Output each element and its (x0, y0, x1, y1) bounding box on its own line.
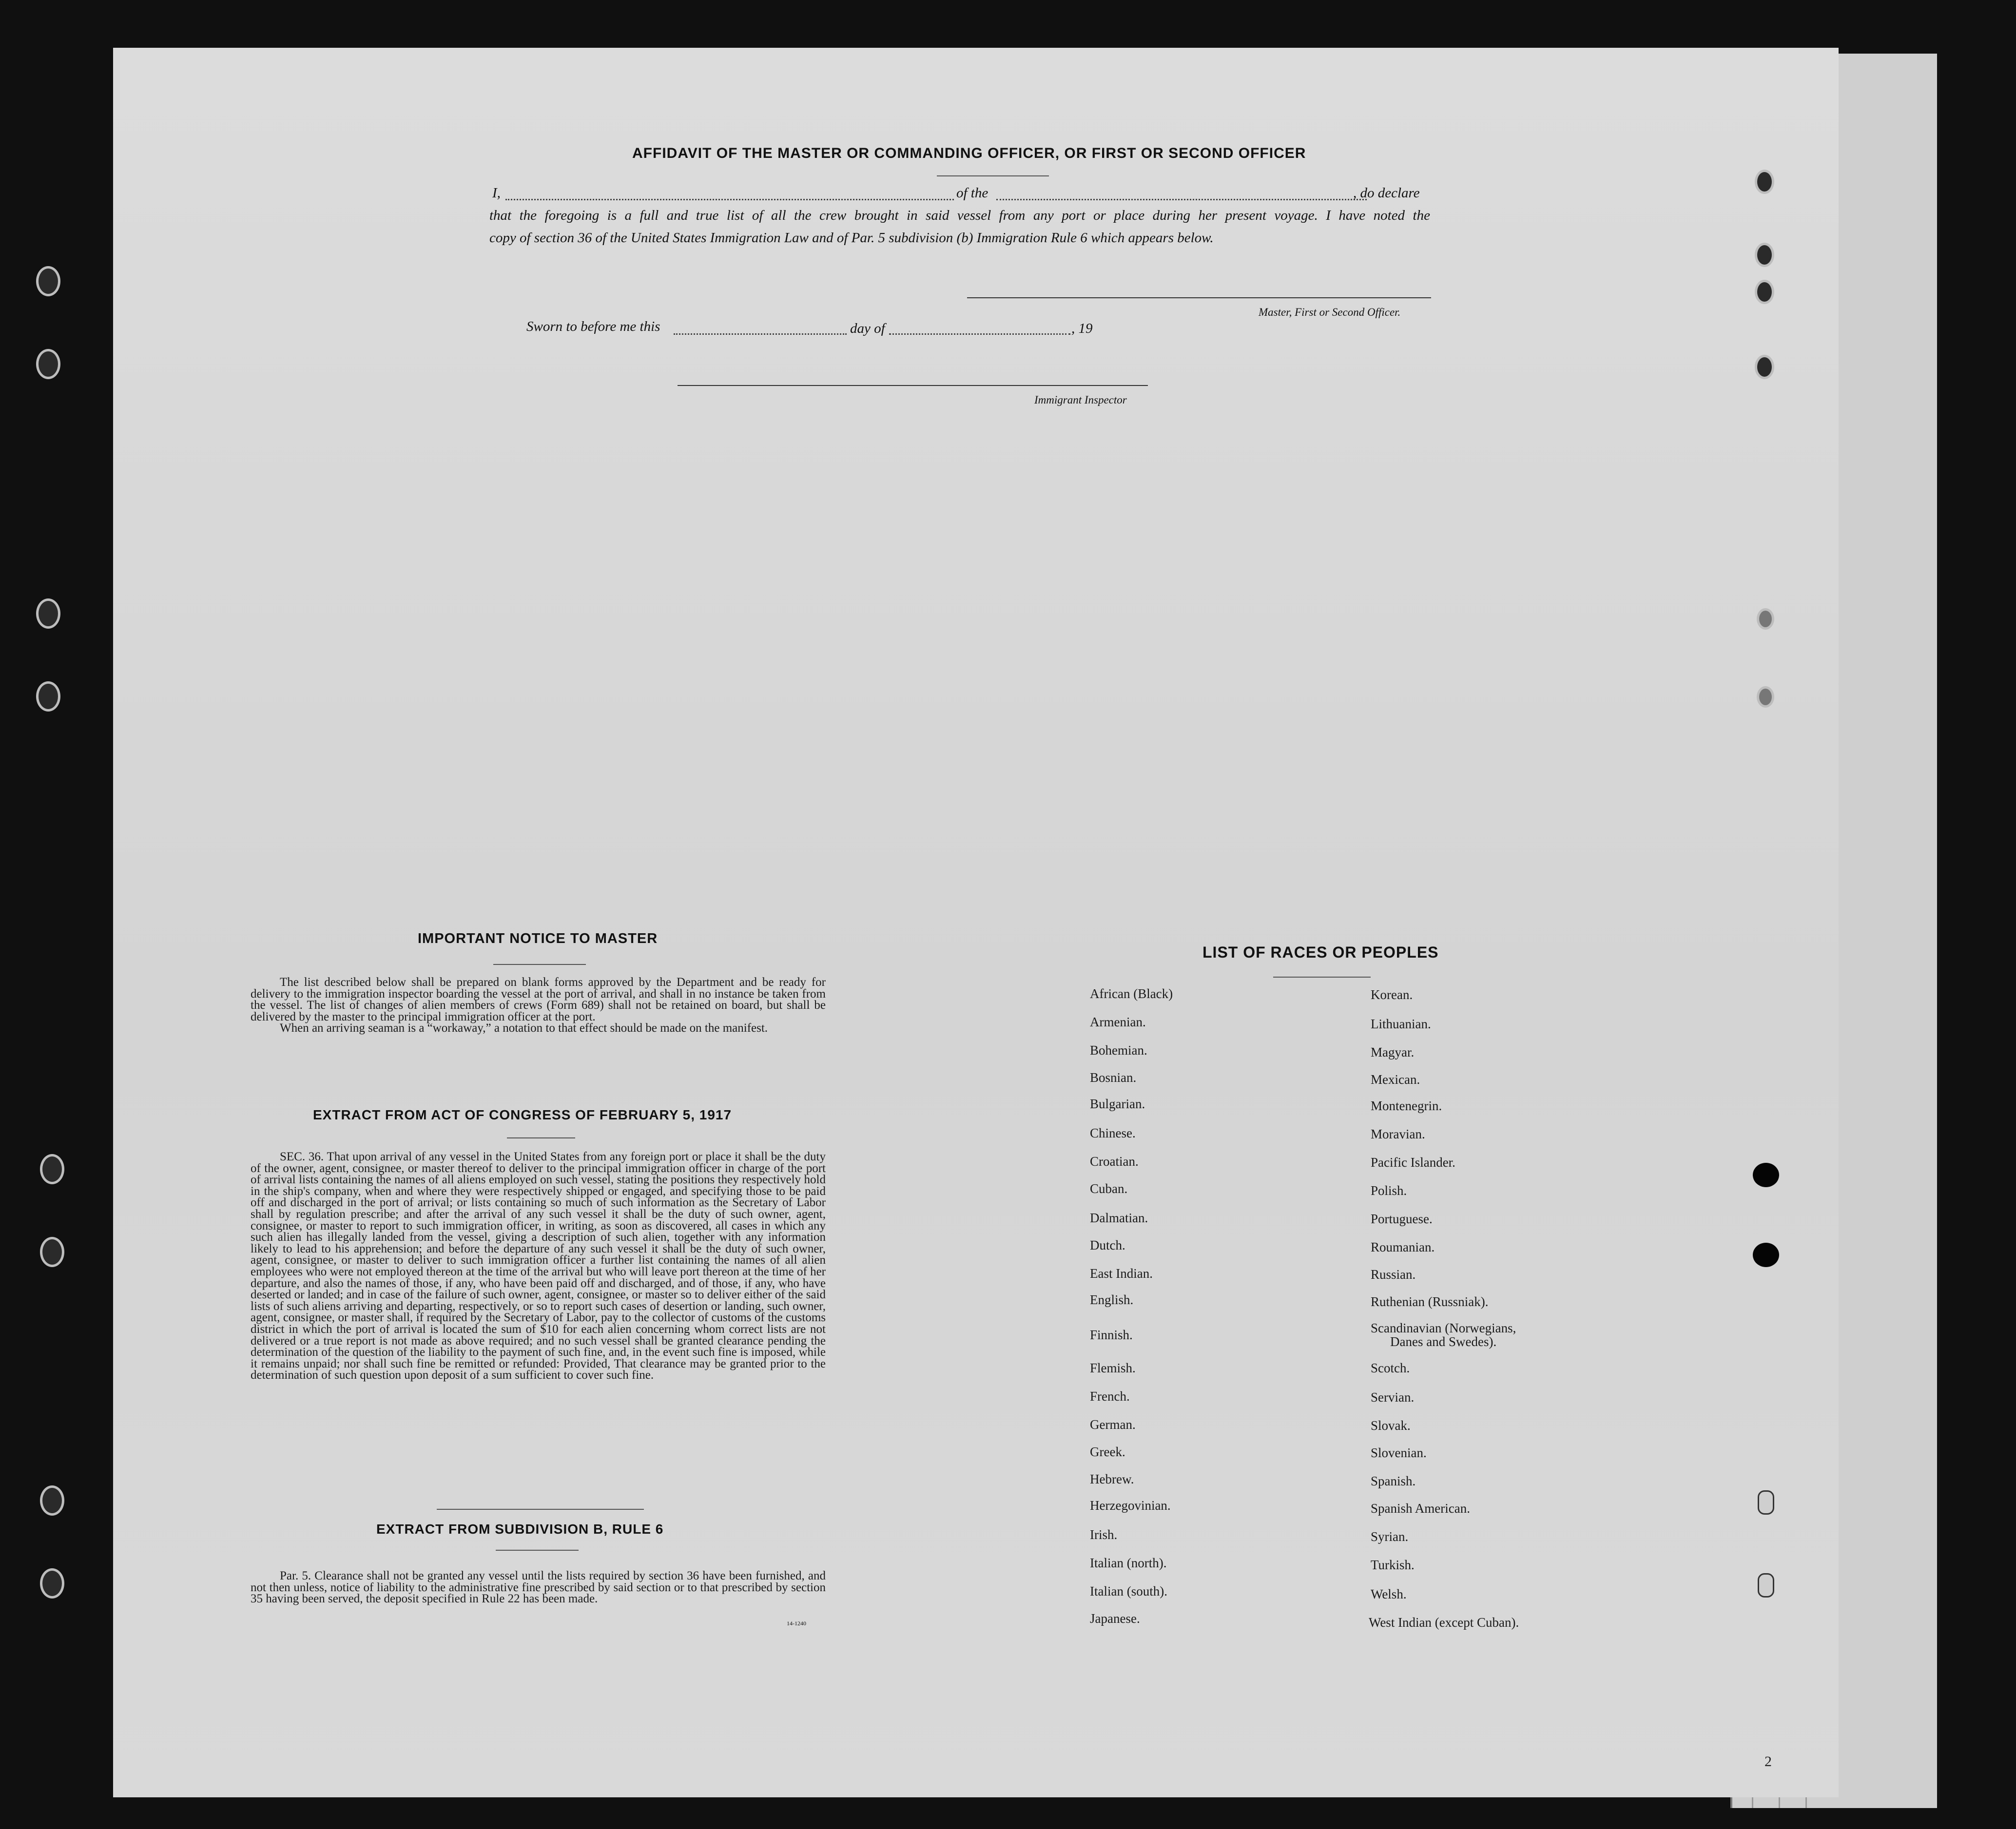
punch-hole (1753, 1163, 1779, 1187)
punch-hole (40, 1237, 64, 1267)
race-left-item: Chinese. (1090, 1126, 1136, 1140)
punch-hole (1755, 243, 1774, 267)
race-right-item: Magyar. (1371, 1045, 1415, 1059)
day-of-label: day of (850, 321, 885, 336)
punch-hole (40, 1485, 64, 1516)
notice-paragraph-2: When an arriving seaman is a “workaway,” a notation to that effect should be made on the manifest. (280, 1021, 768, 1035)
punch-hole (36, 598, 60, 629)
race-left-item: German. (1090, 1417, 1136, 1432)
extract-act-title: EXTRACT FROM ACT OF CONGRESS OF FEBRUARY 5, 1917 (313, 1107, 732, 1122)
race-left-item: Irish. (1090, 1527, 1118, 1542)
vessel-label: of the (956, 185, 989, 201)
race-left-item: Flemish. (1090, 1361, 1136, 1375)
race-right-item: Portuguese. (1371, 1212, 1433, 1226)
extract-rule-text: Par. 5. Clearance shall not be granted any vessel until the lists required by section 36 have been furnished, and not then unless, notice of liability to the administrative fine prescribed by said section or to that prescribed by section 35 having been served, the deposit specified in Rule 22 has been made. (251, 1569, 826, 1606)
race-left-item: French. (1090, 1389, 1130, 1404)
race-right-item: Slovak. (1371, 1418, 1411, 1433)
race-right-item: Russian. (1371, 1267, 1416, 1282)
inspector-caption: Immigrant Inspector (1034, 394, 1127, 406)
race-left-item: Herzegovinian. (1090, 1498, 1171, 1513)
divider (437, 1509, 644, 1510)
race-left-item: English. (1090, 1292, 1134, 1307)
race-right-item: Pacific Islander. (1371, 1155, 1455, 1170)
race-left-item: Bohemian. (1090, 1043, 1147, 1058)
race-right-item: Montenegrin. (1371, 1098, 1442, 1113)
race-right-item: Spanish American. (1371, 1501, 1470, 1516)
race-left-item: Italian (north). (1090, 1556, 1167, 1570)
race-right-item: Moravian. (1371, 1127, 1425, 1141)
extract-act-text: SEC. 36. That upon arrival of any vessel in the United States from any foreign port or place it shall be the duty of the owner, agent, consignee, or master thereof to deliver to the principal immigration officer in charge of the port of arrival lists containing the names of all aliens employed on such vessel, stating the positions they respectively hold in the ship's company, when and where they were respectively shipped or engaged, and specifying those to be paid off and discharged in the port of arrival; or lists containing so much of such information as the Secretary of Labor shall by regulation prescribe; and after the arrival of any such vessel it shall be the duty of such owner, agent, consignee, or master to report to such immigration officer, in writing, as soon as discovered, all cases in which any such alien has illegally landed from the vessel, giving a description of such alien, together with any information likely to lead to his apprehension; and before the departure of any such vessel it shall be the duty of such owner, agent, consignee, or master to deliver to such immigration officer a further list containing the names of all alien employees who were not employed thereon at the time of the arrival but who will leave port thereon at the time of her departure, and also the names of those, if any, who have been paid off and discharged, and of those, if any, who have deserted or landed; and in case of the failure of such owner, agent, consignee, or master so to deliver either of the said lists of such aliens arriving and departing, respectively, or so to report such cases of desertion or landing, such owner, agent, consignee, or master shall, if required by the Secretary of Labor, pay to the collector of customs of the customs district in which the port of arrival is located the sum of $10 for each alien concerning whom correct lists are not delivered or a true report is not made as above required; and no such vessel shall be granted clearance pending the determination of the question of the liability to the payment of such fine, and, in the event such fine is imposed, while it remains unpaid; nor shall such fine be remitted or refunded: Provided, That clearance may be granted prior to the determination of such question upon deposit of a sum sufficient to cover such fine. (251, 1150, 826, 1382)
punch-hole (36, 266, 60, 296)
race-left-item: African (Black) (1090, 986, 1173, 1001)
punch-hole (36, 349, 60, 379)
race-right-item: Welsh. (1371, 1587, 1407, 1601)
margin-mark: 2 (1764, 1753, 1772, 1770)
race-right-item: Servian. (1371, 1390, 1415, 1405)
race-left-item: Hebrew. (1090, 1472, 1134, 1486)
race-right-item: Slovenian. (1371, 1445, 1427, 1460)
race-left-item: Japanese. (1090, 1611, 1140, 1626)
race-right-item: Scandinavian (Norwegians, (1371, 1321, 1516, 1335)
races-title: LIST OF RACES OR PEOPLES (1202, 943, 1439, 961)
officer-signature-line (967, 297, 1431, 298)
sworn-day-line (674, 333, 847, 335)
divider (493, 964, 586, 965)
affidavit-title: AFFIDAVIT OF THE MASTER OR COMMANDING OFFICER, OR FIRST OR SECOND OFFICER (632, 145, 1306, 161)
sworn-label: Sworn to before me this (526, 319, 660, 334)
race-left-item: Finnish. (1090, 1328, 1133, 1342)
race-right-item: Spanish. (1371, 1474, 1416, 1488)
race-right-item: Turkish. (1371, 1558, 1415, 1572)
punch-hole (40, 1154, 64, 1184)
race-left-item: Greek. (1090, 1444, 1125, 1459)
race-left-item: East Indian. (1090, 1266, 1153, 1281)
race-right-item-continued: Danes and Swedes). (1390, 1334, 1497, 1349)
race-left-item: Armenian. (1090, 1015, 1146, 1029)
year-label: , 19 (1071, 321, 1093, 336)
divider (1273, 977, 1371, 978)
race-left-item: Bulgarian. (1090, 1097, 1145, 1111)
vessel-name-line (996, 199, 1367, 200)
race-left-item: Italian (south). (1090, 1584, 1167, 1598)
punch-hole (1753, 1243, 1779, 1267)
punch-hole (40, 1568, 64, 1598)
race-right-item: Lithuanian. (1371, 1017, 1431, 1031)
punch-hole (36, 681, 60, 712)
race-right-item: Korean. (1371, 987, 1413, 1002)
race-right-item: Polish. (1371, 1183, 1407, 1198)
race-right-item: Ruthenian (Russniak). (1371, 1294, 1489, 1309)
form-number: 14-1240 (787, 1620, 806, 1627)
binding-ring (1758, 1490, 1774, 1515)
extract-rule-title: EXTRACT FROM SUBDIVISION B, RULE 6 (376, 1521, 664, 1537)
race-left-item: Croatian. (1090, 1154, 1139, 1169)
punch-hole (1755, 170, 1774, 194)
race-left-item: Dalmatian. (1090, 1211, 1148, 1225)
punch-hole (1755, 355, 1774, 379)
punch-hole (1757, 686, 1774, 708)
divider (496, 1550, 579, 1551)
inspector-signature-line (678, 385, 1148, 386)
race-left-item: Dutch. (1090, 1238, 1125, 1252)
race-right-item: Mexican. (1371, 1072, 1420, 1087)
race-right-item: Roumanian. (1371, 1240, 1435, 1254)
affidavit-line-3: copy of section 36 of the United States Immigration Law and of Par. 5 subdivision (b) Immigration Rule 6 which appears below. (489, 230, 1214, 246)
race-right-item: West Indian (except Cuban). (1369, 1615, 1519, 1630)
race-left-item: Bosnian. (1090, 1070, 1137, 1085)
officer-caption: Master, First or Second Officer. (1259, 306, 1401, 318)
notice-title: IMPORTANT NOTICE TO MASTER (418, 931, 658, 946)
binding-ring (1758, 1573, 1774, 1598)
affiant-label: I, (492, 185, 501, 201)
sworn-month-line (889, 333, 1070, 335)
race-left-item: Cuban. (1090, 1181, 1128, 1196)
affiant-name-line (505, 199, 954, 200)
affidavit-line-2: that the foregoing is a full and true list of all the crew brought in said vessel from any port or place during her present voyage. I have noted the (489, 208, 1430, 223)
punch-hole (1755, 280, 1774, 304)
divider (937, 175, 1049, 176)
divider (507, 1137, 575, 1138)
punch-hole (1757, 608, 1774, 630)
notice-paragraph-1: The list described below shall be prepared on blank forms approved by the Department and be ready for delivery to the immigration inspector boarding the vessel at the port of arrival, and shall in no instance be taken from the vessel. The list of changes of alien members of crews (Form 689) shall not be retained on board, but shall be delivered by the master to the principal immigration officer at the port. (251, 976, 826, 1023)
document-page (113, 48, 1839, 1797)
declare-text: , do declare (1353, 185, 1420, 201)
race-right-item: Scotch. (1371, 1361, 1410, 1375)
race-right-item: Syrian. (1371, 1529, 1409, 1544)
